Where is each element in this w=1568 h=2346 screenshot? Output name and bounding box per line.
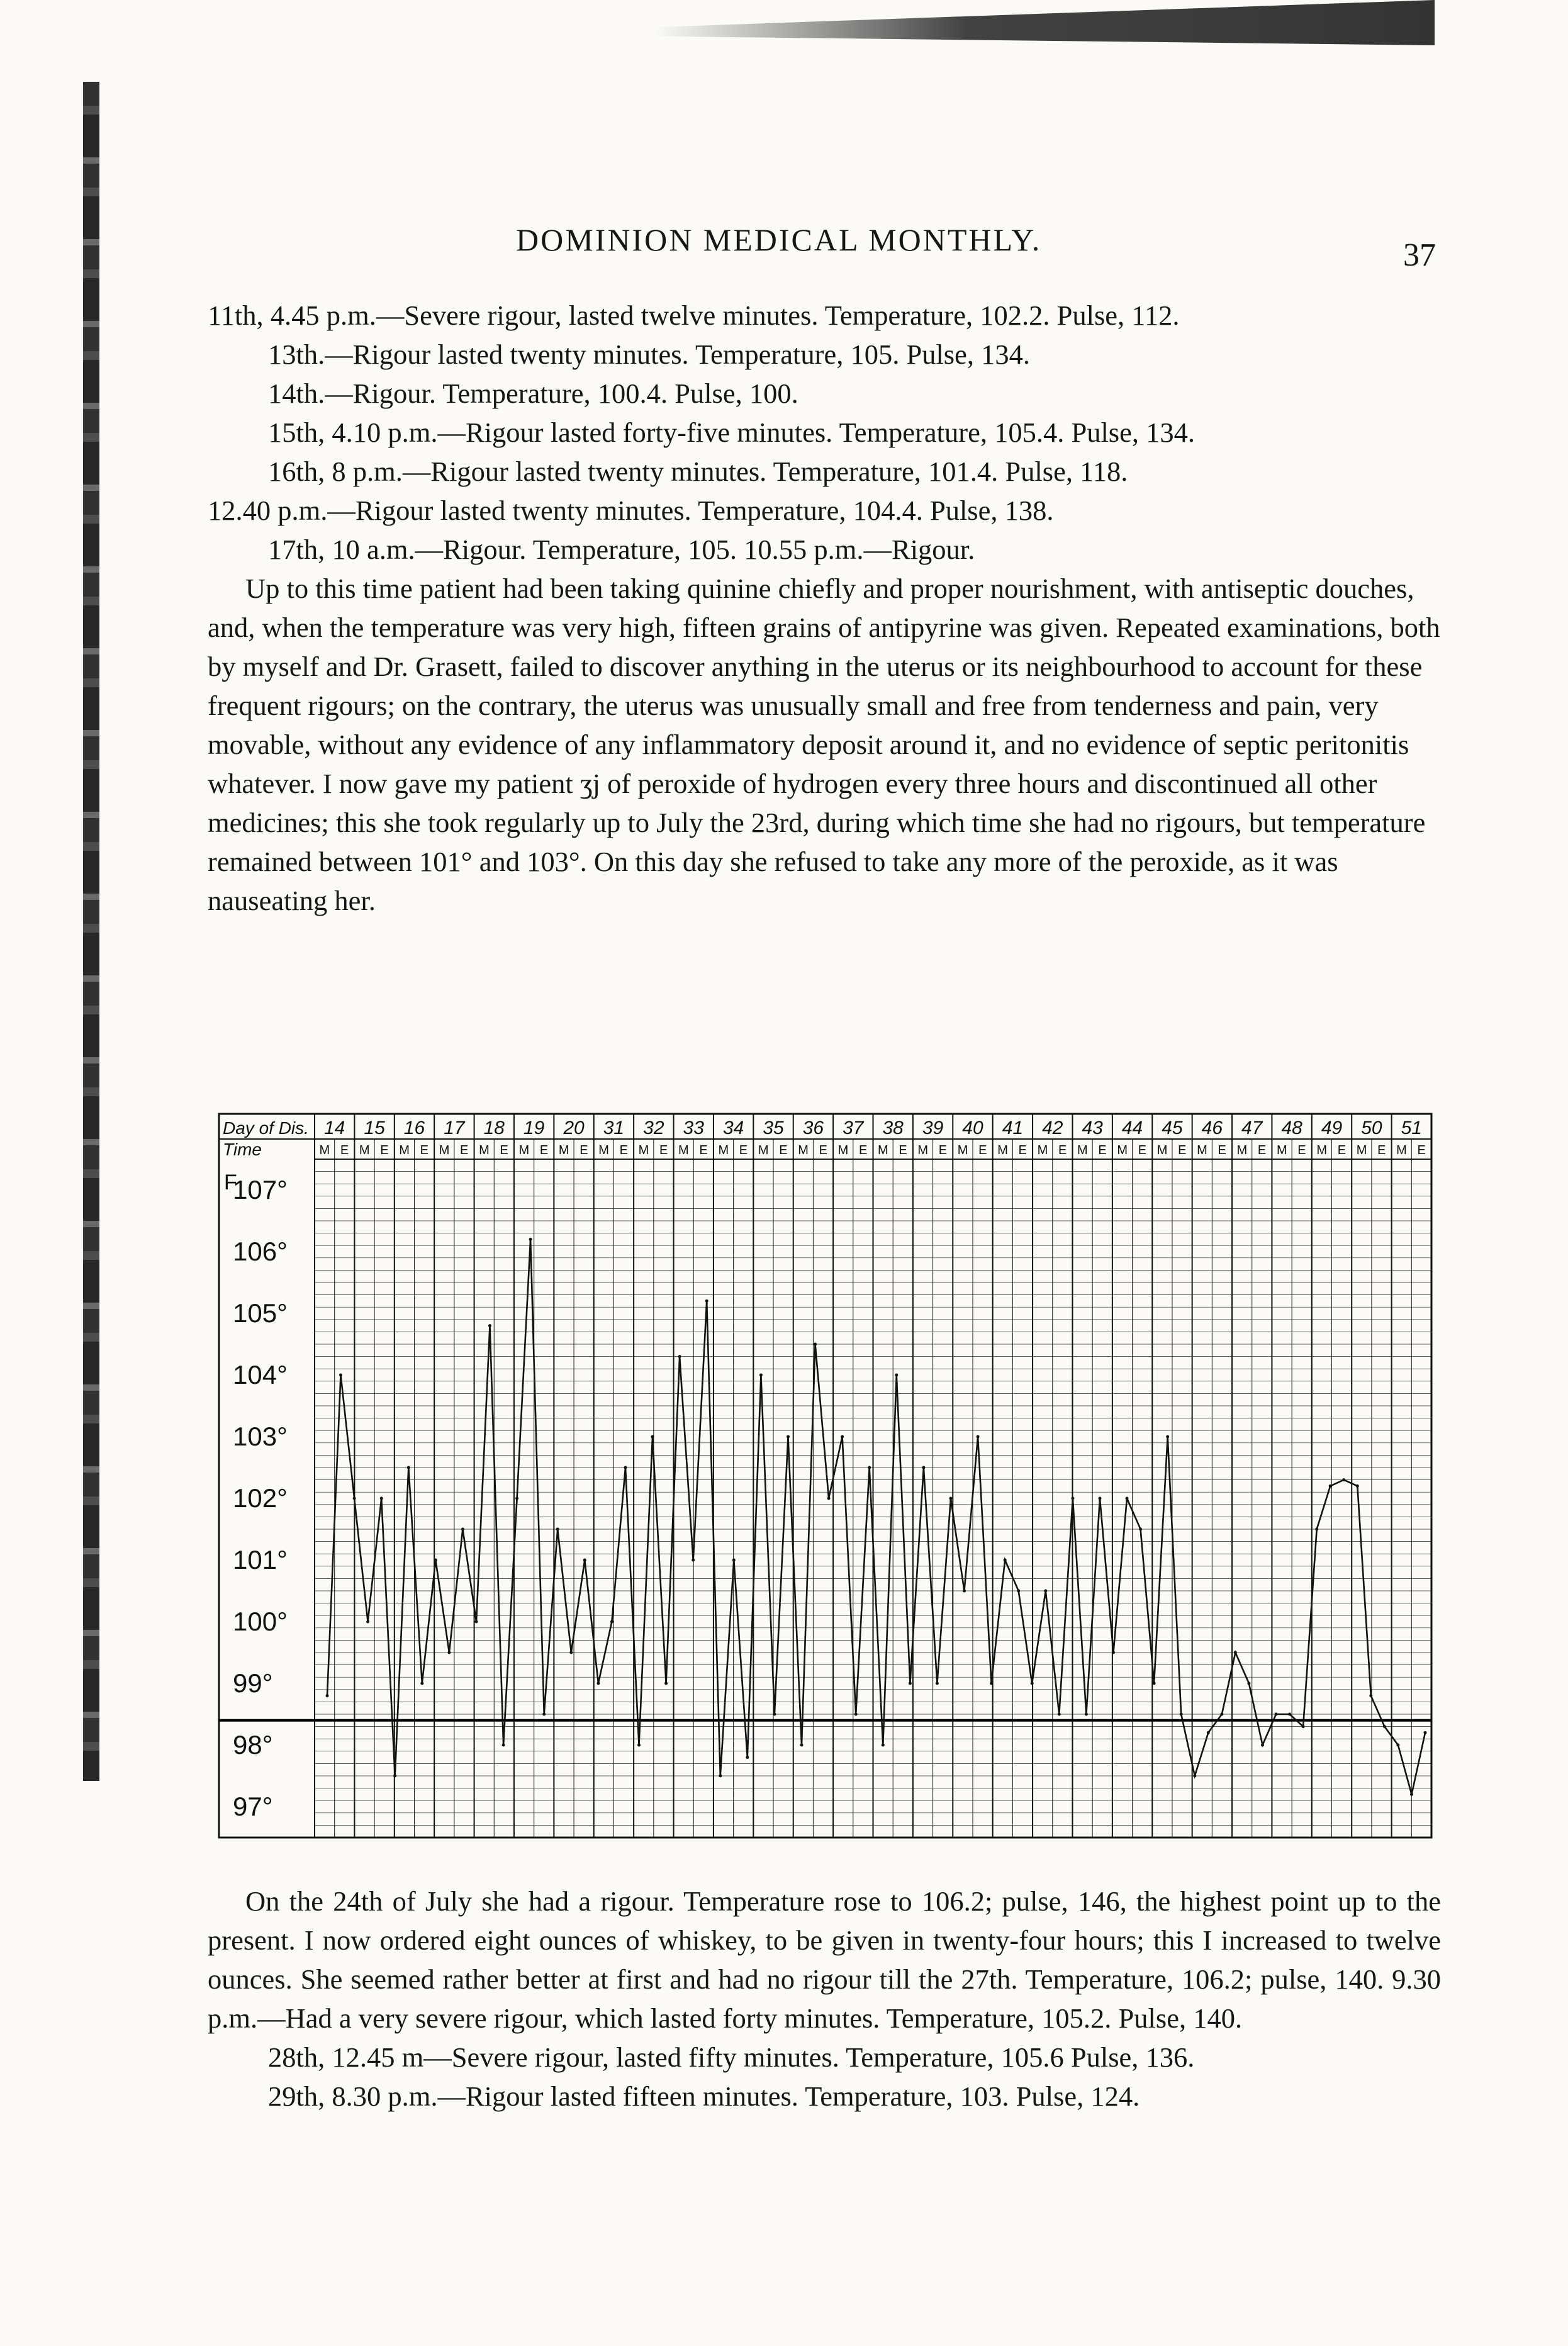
time-sub-label: M [1156,1143,1168,1157]
temperature-point [719,1775,722,1778]
paragraph: 13th.—Rigour lasted twenty minutes. Temperature, 105. Pulse, 134. [268,339,1030,370]
time-sub-label: E [460,1143,469,1157]
time-sub-label: M [1396,1143,1407,1157]
day-label: 36 [802,1118,824,1138]
day-label: 42 [1042,1118,1063,1138]
time-sub-label: M [837,1143,849,1157]
temperature-point [1071,1497,1074,1500]
temperature-point [746,1756,749,1759]
time-sub-label: M [479,1143,490,1157]
temperature-point [882,1744,885,1747]
time-sub-label: E [340,1143,349,1157]
temperature-point [1247,1682,1250,1685]
time-sub-label: E [1138,1143,1147,1157]
day-label: 49 [1321,1118,1343,1138]
temperature-point [1329,1484,1332,1488]
corner-day-label: Day of Dis. [223,1118,309,1138]
day-label: 19 [523,1118,545,1138]
time-sub-label: E [779,1143,788,1157]
time-sub-label: M [518,1143,530,1157]
paragraph: 15th, 4.10 p.m.—Rigour lasted forty-five minutes. Temperature, 105.4. Pulse, 134. [268,417,1195,448]
time-sub-label: M [1236,1143,1248,1157]
time-sub-label: M [758,1143,769,1157]
temperature-point [1234,1651,1237,1654]
day-label: 39 [922,1118,944,1138]
temperature-point [488,1324,491,1327]
day-label: 46 [1201,1118,1223,1138]
temperature-point [854,1713,858,1716]
temperature-point [529,1238,532,1241]
temperature-point [1356,1484,1359,1488]
day-label: 48 [1281,1118,1302,1138]
time-sub-label: M [678,1143,689,1157]
time-sub-label: M [957,1143,968,1157]
time-sub-label: E [739,1143,748,1157]
temperature-point [1180,1713,1183,1716]
temperature-point [1099,1497,1102,1500]
temperature-point [475,1620,478,1624]
scan-binding-shadow [83,82,99,1781]
time-sub-label: M [319,1143,330,1157]
temperature-point [1383,1725,1386,1728]
time-sub-label: E [619,1143,628,1157]
temperature-point [502,1744,505,1747]
temperature-point [651,1435,654,1439]
time-sub-label: E [1218,1143,1226,1157]
lower-text [208,1882,1441,2116]
day-label: 37 [843,1118,864,1138]
temperature-point [787,1435,790,1439]
temperature-point [515,1497,518,1500]
day-label: 18 [483,1118,505,1138]
time-sub-label: M [718,1143,729,1157]
time-sub-label: M [1117,1143,1128,1157]
temperature-point [380,1497,383,1500]
day-label: 45 [1162,1118,1183,1138]
temperature-point [1085,1713,1088,1716]
y-tick-label: 99° [233,1668,273,1698]
temperature-point [1139,1528,1142,1531]
time-sub-label: M [917,1143,929,1157]
day-label: 16 [403,1118,425,1138]
day-label: 17 [444,1118,465,1138]
time-sub-label: M [558,1143,569,1157]
temperature-point [1193,1775,1196,1778]
page-number: 37 [1403,237,1436,273]
temperature-point [1058,1713,1061,1716]
time-sub-label: E [699,1143,708,1157]
temperature-point [1288,1713,1291,1716]
y-tick-label: 107° [233,1175,288,1204]
temperature-point [1031,1682,1034,1685]
temperature-point [1044,1590,1047,1593]
time-sub-label: M [1316,1143,1328,1157]
day-label: 50 [1361,1118,1382,1138]
paragraph: 16th, 8 p.m.—Rigour lasted twenty minutes. Temperature, 101.4. Pulse, 118. [268,456,1128,487]
time-sub-label: E [1377,1143,1386,1157]
temperature-point [1261,1744,1264,1747]
temperature-chart-svg [214,1098,1447,1847]
y-tick-label: 97° [233,1792,273,1821]
temperature-point [1302,1725,1305,1728]
temperature-point [759,1374,763,1377]
time-sub-label: E [1337,1143,1347,1157]
y-tick-label: 106° [233,1237,288,1266]
temperature-point [569,1651,573,1654]
time-sub-label: M [878,1143,888,1157]
time-sub-label: M [439,1143,450,1157]
temperature-point [909,1682,912,1685]
day-label: 20 [563,1118,585,1138]
time-sub-label: M [798,1143,809,1157]
time-sub-label: E [1098,1143,1107,1157]
day-label: 41 [1002,1118,1024,1138]
temperature-point [407,1466,410,1469]
time-sub-label: E [858,1143,868,1157]
time-sub-label: E [978,1143,987,1157]
temperature-point [800,1744,804,1747]
temperature-point [420,1682,423,1685]
temperature-point [1410,1793,1413,1796]
temperature-point [637,1744,641,1747]
time-sub-label: E [899,1143,907,1157]
temperature-point [1369,1694,1372,1697]
upper-text [208,296,1441,920]
temperature-point [868,1466,871,1469]
day-label: 43 [1082,1118,1103,1138]
temperature-point [583,1559,586,1562]
time-sub-label: M [1197,1143,1207,1157]
paragraph: 17th, 10 a.m.—Rigour. Temperature, 105. 10.55 p.m.—Rigour. [268,534,975,565]
temperature-point [447,1651,451,1654]
y-tick-label: 102° [233,1483,288,1513]
temperature-point [949,1497,953,1500]
temperature-point [773,1713,776,1716]
temperature-point [556,1528,559,1531]
temperature-point [1396,1744,1399,1747]
time-sub-label: M [359,1143,370,1157]
temperature-point [1126,1497,1129,1500]
temperature-point [610,1620,613,1624]
temperature-point [678,1355,681,1358]
temperature-point [1220,1713,1223,1716]
day-label: 32 [643,1118,664,1138]
time-sub-label: E [1018,1143,1027,1157]
temperature-point [353,1497,356,1500]
temperature-point [977,1435,980,1439]
time-sub-label: M [598,1143,609,1157]
temperature-point [732,1559,736,1562]
paragraph: 12.40 p.m.—Rigour lasted twenty minutes. Temperature, 104.4. Pulse, 138. [208,495,1054,526]
temperature-point [1112,1651,1115,1654]
temperature-point [596,1682,600,1685]
y-tick-label: 104° [233,1360,288,1389]
paragraph: On the 24th of July she had a rigour. Temperature rose to 106.2; pulse, 146, the highest point up to the present. I now ordered eight ounces of whiskey, to be given in twenty-four hours; this I increased to twelve ounces. She seemed rather better at first and had no rigour till the 27th. Temperature, 106.2; pulse, 140. 9.30 p.m.—Had a very severe rigour, which lasted forty minutes. Temperature, 105.2. Pulse, 140. [208,1885,1441,2034]
scan-edge-shadow [654,0,1435,45]
temperature-point [624,1466,627,1469]
temperature-point [827,1497,831,1500]
temperature-point [936,1682,939,1685]
time-sub-label: E [420,1143,429,1157]
temperature-point [814,1343,817,1346]
temperature-point [366,1620,369,1624]
day-label: 31 [603,1118,625,1138]
temperature-point [1275,1713,1278,1716]
paragraph: 29th, 8.30 p.m.—Rigour lasted fifteen minutes. Temperature, 103. Pulse, 124. [268,2080,1140,2112]
time-sub-label: E [1297,1143,1306,1157]
paragraph: 28th, 12.45 m—Severe rigour, lasted fifty minutes. Temperature, 105.6 Pulse, 136. [268,2041,1195,2073]
y-tick-label: 98° [233,1730,273,1760]
day-label: 38 [882,1118,904,1138]
time-sub-label: E [938,1143,948,1157]
day-label: 47 [1241,1118,1263,1138]
time-sub-label: M [1356,1143,1367,1157]
temperature-point [692,1559,695,1562]
temperature-point [542,1713,546,1716]
time-sub-label: M [1037,1143,1048,1157]
temperature-point [461,1528,464,1531]
time-sub-label: E [1257,1143,1267,1157]
temperature-point [393,1775,396,1778]
temperature-point [664,1682,668,1685]
paragraph: Up to this time patient had been taking quinine chiefly and proper nourishment, with antiseptic douches, and, when the temperature was very high, fifteen grains of antipyrine was given. Repeated examinations, both by myself and Dr. Grasett, failed to discover anything in the uterus or its neighbourhood to account for these frequent rigours; on the contrary, the uterus was unusually small and free from tenderness and pain, very movable, without any evidence of any inflammatory deposit around it, and no evidence of septic peritonitis whatever. I now gave my patient ʒj of peroxide of hydrogen every three hours and discontinued all other medicines; this she took regularly up to July the 23rd, during which time she had no rigours, but temperature remained between 101° and 103°. On this day she refused to take any more of the peroxide, as it was nauseating her. [208,573,1440,916]
day-label: 40 [962,1118,983,1138]
temperature-point [963,1590,966,1593]
temperature-point [326,1694,329,1697]
temperature-point [1166,1435,1169,1439]
temperature-point [1342,1478,1345,1481]
day-label: 14 [324,1118,345,1138]
time-sub-label: E [819,1143,827,1157]
y-tick-label: 105° [233,1298,288,1328]
temperature-point [1424,1731,1427,1734]
temperature-point [922,1466,925,1469]
time-sub-label: E [1178,1143,1187,1157]
corner-time-label: Time [223,1140,262,1159]
time-sub-label: M [638,1143,649,1157]
time-sub-label: M [997,1143,1008,1157]
time-sub-label: M [1276,1143,1287,1157]
day-label: 35 [763,1118,784,1138]
temperature-point [841,1435,844,1439]
temperature-point [990,1682,993,1685]
day-label: 34 [722,1118,744,1138]
temperature-point [339,1374,342,1377]
temperature-point [1004,1559,1007,1562]
temperature-point [705,1299,708,1303]
day-label: 15 [364,1118,385,1138]
temperature-point [1315,1528,1318,1531]
y-tick-label: 101° [233,1545,288,1574]
temperature-point [1207,1731,1210,1734]
time-sub-label: E [380,1143,389,1157]
time-sub-label: E [659,1143,668,1157]
temperature-point [1017,1590,1020,1593]
temperature-point [895,1374,898,1377]
time-sub-label: E [1417,1143,1426,1157]
temperature-chart [214,1098,1447,1847]
time-sub-label: E [1058,1143,1067,1157]
paragraph: 11th, 4.45 p.m.—Severe rigour, lasted twelve minutes. Temperature, 102.2. Pulse, 112. [208,300,1180,331]
corner-unit-label: F [224,1170,237,1194]
time-sub-label: M [399,1143,410,1157]
day-label: 44 [1121,1118,1143,1138]
day-label: 51 [1401,1118,1422,1138]
running-head: DOMINION MEDICAL MONTHLY. [516,222,1042,257]
day-label: 33 [683,1118,704,1138]
time-sub-label: E [539,1143,549,1157]
y-tick-label: 103° [233,1422,288,1451]
time-sub-label: E [500,1143,508,1157]
time-sub-label: M [1077,1143,1088,1157]
paragraph: 14th.—Rigour. Temperature, 100.4. Pulse, 100. [268,378,798,409]
temperature-point [434,1559,437,1562]
time-sub-label: E [580,1143,588,1157]
temperature-point [1153,1682,1156,1685]
y-tick-label: 100° [233,1607,288,1636]
chart-frame [219,1114,1431,1838]
